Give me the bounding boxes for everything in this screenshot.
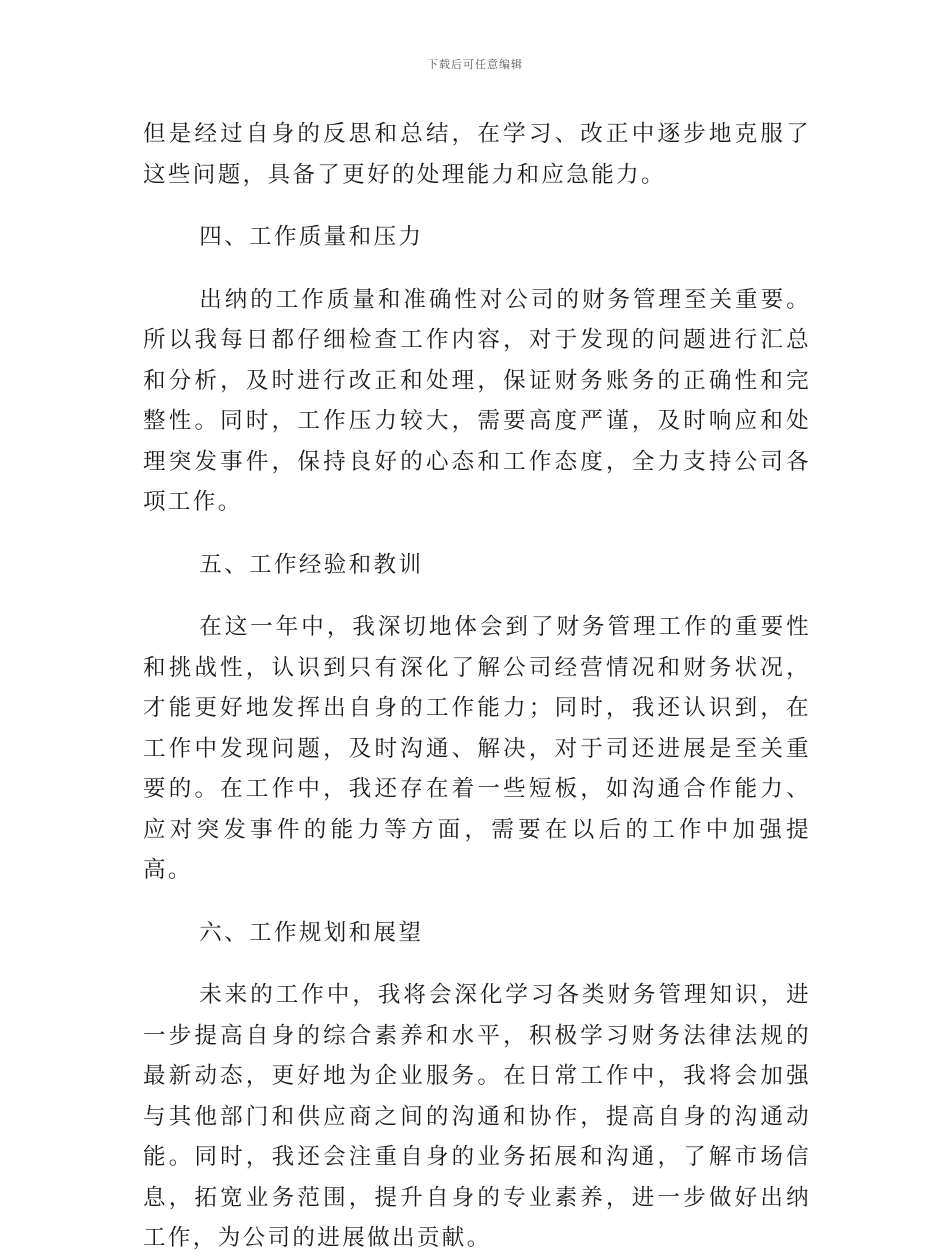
section-heading-plan-outlook: 六、工作规划和展望 [199,919,424,946]
paragraph-plan-outlook: 未来的工作中，我将会深化学习各类财务管理知识，进一步提高自身的综合素养和水平，积极学习财务法律法规的最新动态，更好地为企业服务。在日常工作中，我将会加强与其他部门和供应商之间的沟通和协作，提高自身的沟通动能。同时，我还会注重自身的业务拓展和沟通，了解市场信息，拓宽业务范围，提升自身的专业素养，进一步做好出纳工作，为公司的进展做出贡献。 [143,982,811,1251]
page-header-note: 下载后可任意编辑 [427,58,523,71]
paragraph-continued: 但是经过自身的反思和总结，在学习、改正中逐步地克服了这些问题，具备了更好的处理能力和应急能力。 [143,121,811,188]
paragraph-gap [143,523,811,545]
document-body [143,114,811,1259]
paragraph-experience-lessons: 在这一年中，我深切地体会到了财务管理工作的重要性和挑战性，认识到只有深化了解公司经营情况和财务状况，才能更好地发挥出自身的工作能力；同时，我还认识到，在工作中发现问题，及时沟通、解决，对于司还进展是至关重要的。在工作中，我还存在着一些短板，如沟通合作能力、应对突发事件的能力等方面，需要在以后的工作中加强提高。 [143,614,811,883]
section-heading-experience-lessons: 五、工作经验和教训 [199,551,424,578]
paragraph-gap [143,891,811,913]
paragraph-gap [143,585,811,607]
section-heading-quality-pressure: 四、工作质量和压力 [199,224,424,250]
paragraph-quality-pressure: 出纳的工作质量和准确性对公司的财务管理至关重要。所以我每日都仔细检查工作内容，对于发现的问题进行汇总和分析，及时进行改正和处理，保证财务账务的正确性和完整性。同时，工作压力较大，需要高度严谨，及时响应和处理突发事件，保持良好的心态和工作态度，全力支持公司各项工作。 [143,286,811,515]
paragraph-gap [143,258,811,280]
paragraph-gap [143,195,811,217]
paragraph-gap [143,953,811,975]
